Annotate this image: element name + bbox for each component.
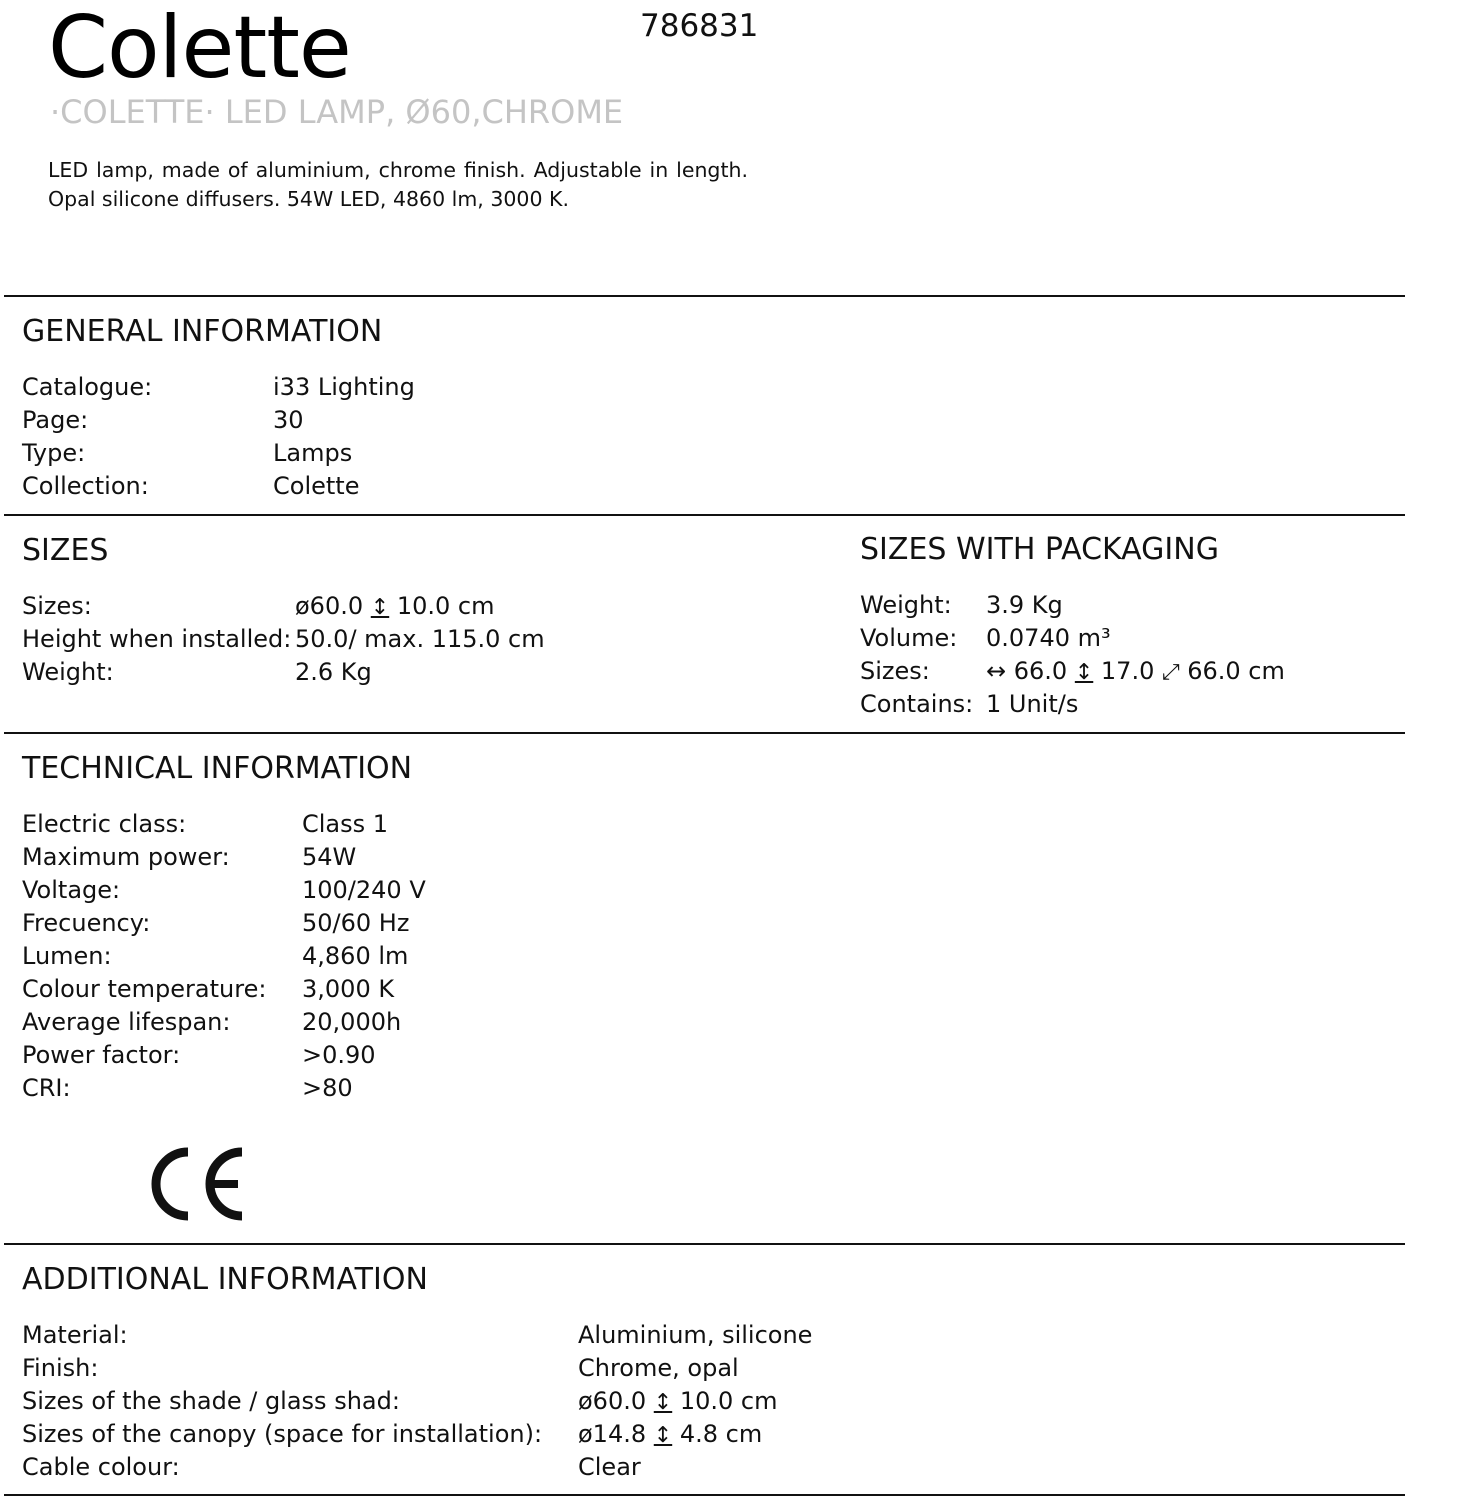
product-subtitle: ·COLETTE· LED LAMP, Ø60,CHROME [50,93,624,131]
technical-label: Lumen: [22,942,112,970]
sizes-value: 50.0/ max. 115.0 cm [295,625,545,653]
height-value: 10.0 cm [396,592,495,620]
packaging-heading: SIZES WITH PACKAGING [860,532,1219,567]
additional-label: Finish: [22,1354,99,1382]
general-value: Colette [273,472,360,500]
technical-heading: TECHNICAL INFORMATION [22,751,413,786]
additional-value: Aluminium, silicone [578,1321,813,1349]
general-value: Lamps [273,439,353,467]
depth-value: 66.0 cm [1187,657,1285,685]
additional-value [578,1385,777,1418]
technical-value: Class 1 [302,810,389,838]
technical-label: Electric class: [22,810,187,838]
packaging-value: 1 Unit/s [986,690,1079,718]
general-heading: GENERAL INFORMATION [22,314,383,349]
description-line: LED lamp, made of aluminium, chrome finish. Adjustable in length. [48,158,748,182]
sizes-value: 2.6 Kg [295,658,372,686]
height-arrow-icon: ↕ [653,1423,673,1448]
technical-label: Colour temperature: [22,975,267,1003]
product-description [48,156,748,214]
technical-value: >80 [302,1074,353,1102]
general-value: i33 Lighting [273,373,415,401]
width-arrow-icon: ↔ [986,657,1007,685]
additional-heading: ADDITIONAL INFORMATION [22,1262,428,1297]
product-code: 786831 [640,8,759,44]
general-value: 30 [273,406,304,434]
technical-value: 20,000h [302,1008,402,1036]
ce-mark-icon [150,1146,246,1222]
section-divider [4,732,1405,734]
technical-value: 4,860 lm [302,942,409,970]
description-line: Opal silicone diffusers. 54W LED, 4860 lm, 3000 K. [48,187,569,211]
sizes-heading: SIZES [22,533,109,568]
packaging-label: Volume: [860,624,958,652]
technical-label: Average lifespan: [22,1008,231,1036]
technical-label: Voltage: [22,876,121,904]
diameter-value: ø60.0 [578,1387,647,1415]
packaging-label: Contains: [860,690,974,718]
width-value: 66.0 [1013,657,1068,685]
additional-value: Clear [578,1453,641,1481]
technical-label: Maximum power: [22,843,230,871]
technical-value: 54W [302,843,357,871]
sizes-label: Height when installed: [22,625,292,653]
packaging-label: Weight: [860,591,952,619]
sizes-label: Sizes: [22,592,92,620]
technical-value: 100/240 V [302,876,426,904]
packaging-value: 0.0740 m³ [986,624,1111,652]
depth-arrow-icon: ⤢ [1161,660,1180,685]
general-label: Page: [22,406,89,434]
section-divider [4,1243,1405,1245]
height-value: 10.0 cm [679,1387,778,1415]
additional-label: Sizes of the shade / glass shad: [22,1387,400,1415]
height-arrow-icon: ↕ [1074,660,1094,685]
additional-value [578,1418,762,1451]
height-value: 4.8 cm [679,1420,763,1448]
packaging-sizes-value [986,655,1285,689]
technical-value: 50/60 Hz [302,909,410,937]
additional-label: Cable colour: [22,1453,180,1481]
product-title: Colette [48,0,351,98]
section-divider [4,514,1405,516]
technical-value: >0.90 [302,1041,376,1069]
additional-value: Chrome, opal [578,1354,739,1382]
height-value: 17.0 [1100,657,1155,685]
height-arrow-icon: ↕ [653,1390,673,1415]
technical-label: CRI: [22,1074,71,1102]
additional-label: Material: [22,1321,128,1349]
packaging-value: 3.9 Kg [986,591,1063,619]
general-label: Type: [22,439,86,467]
sizes-value [295,590,494,623]
diameter-value: ø14.8 [578,1420,647,1448]
general-label: Catalogue: [22,373,153,401]
additional-label: Sizes of the canopy (space for installation): [22,1420,543,1448]
sizes-label: Weight: [22,658,114,686]
general-label: Collection: [22,472,149,500]
technical-label: Frecuency: [22,909,151,937]
section-divider [4,295,1405,297]
technical-label: Power factor: [22,1041,181,1069]
diameter-value: ø60.0 [295,592,364,620]
height-arrow-icon: ↕ [370,595,390,620]
packaging-label: Sizes: [860,657,930,685]
section-divider [4,1494,1405,1496]
technical-value: 3,000 K [302,975,395,1003]
